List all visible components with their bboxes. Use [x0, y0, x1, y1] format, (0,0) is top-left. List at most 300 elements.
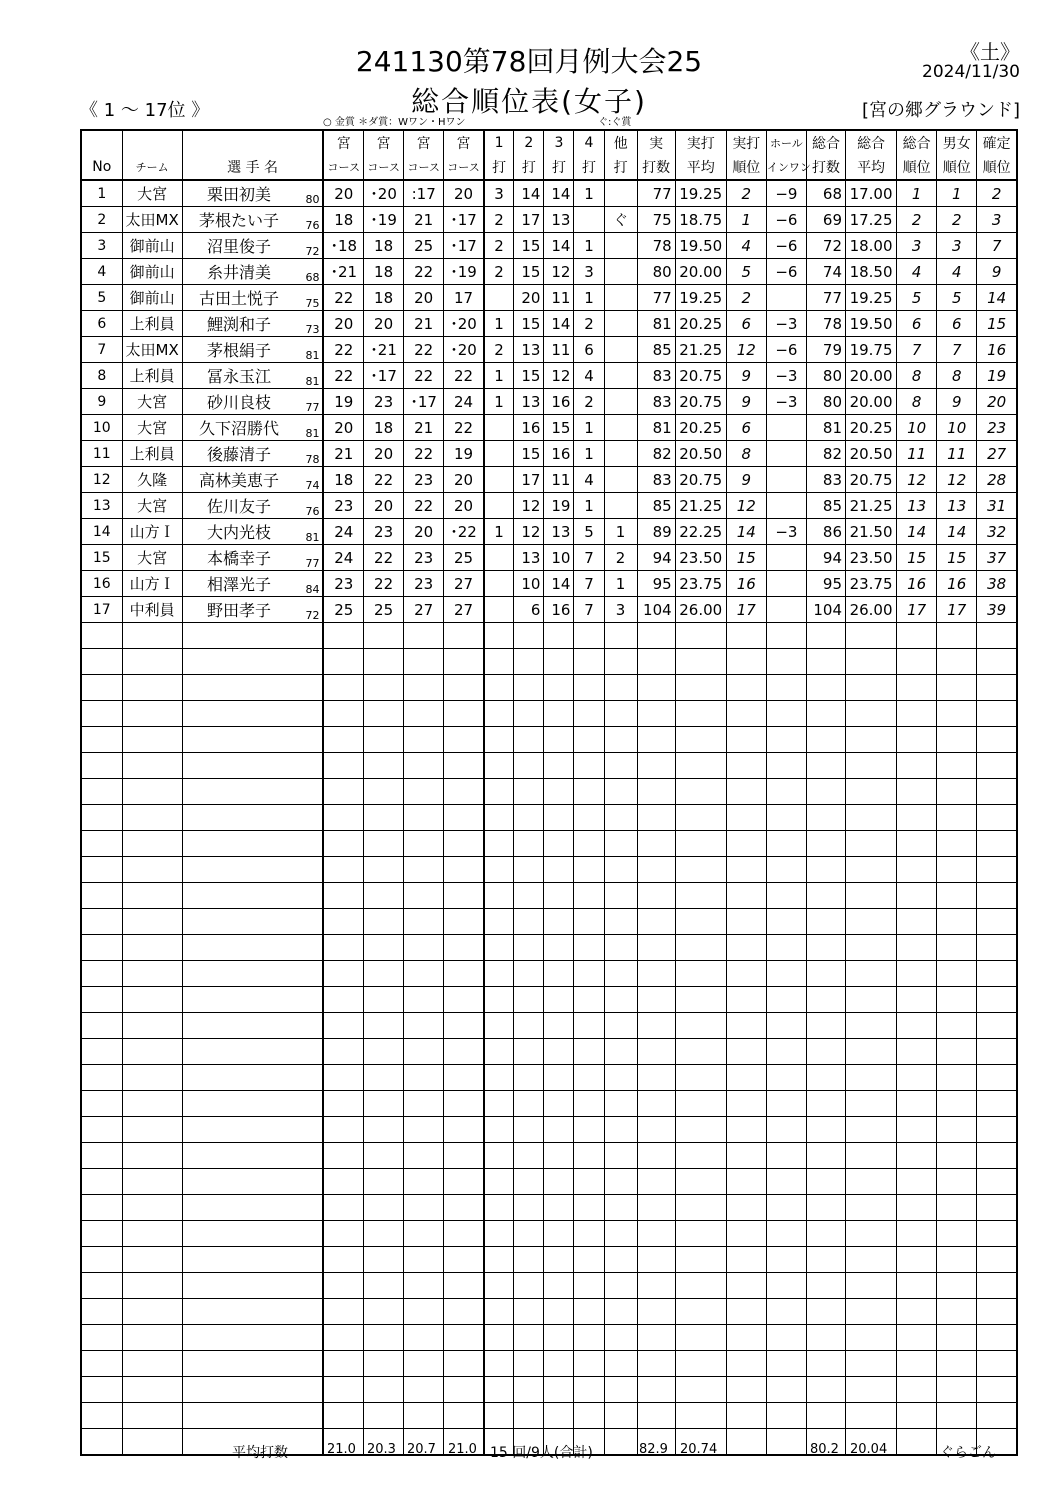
empty-cell: [766, 1065, 806, 1091]
empty-cell: [977, 1273, 1017, 1299]
cell-stroke4: 2: [574, 389, 604, 415]
empty-cell: [604, 831, 637, 857]
empty-cell: [81, 675, 122, 701]
empty-cell: [604, 1377, 637, 1403]
empty-cell: [544, 935, 574, 961]
cell-total: 95: [637, 571, 675, 597]
empty-cell: [574, 1299, 604, 1325]
empty-cell: [637, 909, 675, 935]
empty-cell: [766, 1247, 806, 1273]
empty-cell: [484, 1299, 514, 1325]
empty-cell: [289, 987, 323, 1013]
empty-cell: [604, 961, 637, 987]
cell-course3: ･17: [404, 389, 444, 415]
cell-stroke3: 12: [544, 259, 574, 285]
col-head: 打: [484, 155, 514, 180]
cell-total: 94: [637, 545, 675, 571]
empty-cell: [323, 909, 363, 935]
footer-course2-avg: 20.3: [367, 1442, 396, 1457]
cell-team: 御前山: [122, 285, 182, 311]
empty-cell: [675, 1065, 726, 1091]
col-head: 実打: [675, 130, 726, 155]
empty-row: [81, 805, 1017, 831]
empty-cell: [364, 649, 404, 675]
cell-team: 大宮: [122, 389, 182, 415]
empty-cell: [182, 1273, 289, 1299]
empty-cell: [806, 753, 845, 779]
cell-gender-rank: 13: [937, 493, 977, 519]
table-row: [81, 337, 1017, 363]
empty-cell: [514, 1325, 544, 1351]
empty-cell: [484, 1143, 514, 1169]
empty-cell: [289, 1013, 323, 1039]
empty-cell: [766, 1117, 806, 1143]
cell-final-rank: 32: [977, 519, 1017, 545]
empty-cell: [846, 1117, 897, 1143]
cell-stroke1: 2: [484, 337, 514, 363]
col-head: 実打: [726, 130, 766, 155]
cell-age: 84: [289, 571, 323, 597]
empty-cell: [637, 1403, 675, 1429]
empty-cell: [766, 1169, 806, 1195]
empty-cell: [122, 701, 182, 727]
cell-avg: 22.25: [675, 519, 726, 545]
cell-hole-in-one: −3: [766, 363, 806, 389]
empty-cell: [514, 675, 544, 701]
empty-cell: [364, 909, 404, 935]
empty-cell: [574, 701, 604, 727]
cell-final-rank: 38: [977, 571, 1017, 597]
empty-cell: [122, 1299, 182, 1325]
table-row: [81, 207, 1017, 233]
cell-age: 77: [289, 545, 323, 571]
empty-cell: [846, 649, 897, 675]
empty-cell: [937, 883, 977, 909]
cell-overall-total: 69: [806, 207, 845, 233]
cell-final-rank: 16: [977, 337, 1017, 363]
empty-cell: [323, 1325, 363, 1351]
empty-row: [81, 1325, 1017, 1351]
col-head: 選 手 名: [182, 155, 323, 180]
empty-cell: [289, 1403, 323, 1429]
cell-course4: 17: [444, 285, 484, 311]
empty-cell: [846, 753, 897, 779]
empty-cell: [182, 857, 289, 883]
empty-cell: [846, 909, 897, 935]
empty-cell: [544, 649, 574, 675]
empty-cell: [897, 779, 937, 805]
day-of-week: 《土》: [960, 40, 1020, 64]
cell-overall-avg: 17.00: [846, 180, 897, 207]
empty-cell: [544, 831, 574, 857]
empty-cell: [514, 779, 544, 805]
cell-hole-in-one: [766, 415, 806, 441]
cell-stroke4: 1: [574, 233, 604, 259]
empty-cell: [514, 1299, 544, 1325]
empty-cell: [544, 1325, 574, 1351]
cell-course4: ･20: [444, 311, 484, 337]
empty-cell: [675, 1299, 726, 1325]
cell-stroke3: 15: [544, 415, 574, 441]
cell-stroke4: 2: [574, 311, 604, 337]
empty-cell: [404, 883, 444, 909]
empty-cell: [937, 1273, 977, 1299]
empty-cell: [364, 1299, 404, 1325]
empty-cell: [604, 623, 637, 649]
col-head: 宮: [444, 130, 484, 155]
cell-no: 14: [81, 519, 122, 545]
empty-cell: [122, 935, 182, 961]
cell-course3: 22: [404, 493, 444, 519]
cell-course3: 27: [404, 597, 444, 623]
empty-cell: [364, 1325, 404, 1351]
cell-overall-rank: 10: [897, 415, 937, 441]
empty-cell: [806, 831, 845, 857]
empty-cell: [726, 753, 766, 779]
empty-cell: [846, 961, 897, 987]
cell-stroke3: 13: [544, 519, 574, 545]
cell-final-rank: 9: [977, 259, 1017, 285]
cell-gender-rank: 5: [937, 285, 977, 311]
empty-cell: [323, 649, 363, 675]
cell-no: 13: [81, 493, 122, 519]
empty-cell: [364, 1403, 404, 1429]
cell-course4: 20: [444, 493, 484, 519]
empty-cell: [574, 1273, 604, 1299]
empty-cell: [675, 701, 726, 727]
cell-stroke3: 14: [544, 233, 574, 259]
empty-cell: [675, 1377, 726, 1403]
empty-cell: [846, 1039, 897, 1065]
empty-cell: [122, 1117, 182, 1143]
empty-cell: [977, 753, 1017, 779]
cell-stroke-other: 1: [604, 571, 637, 597]
empty-cell: [444, 649, 484, 675]
empty-cell: [675, 1013, 726, 1039]
cell-stroke1: 3: [484, 180, 514, 207]
empty-cell: [977, 675, 1017, 701]
empty-cell: [544, 779, 574, 805]
empty-cell: [604, 1273, 637, 1299]
empty-cell: [182, 1351, 289, 1377]
venue: [宮の郷グラウンド]: [861, 100, 1020, 121]
empty-cell: [514, 1013, 544, 1039]
empty-cell: [574, 857, 604, 883]
empty-cell: [323, 1143, 363, 1169]
cell-course4: 22: [444, 415, 484, 441]
empty-cell: [726, 1143, 766, 1169]
rank-range: 《 1 〜 17位 》: [80, 100, 210, 121]
empty-row: [81, 1065, 1017, 1091]
empty-cell: [404, 727, 444, 753]
cell-stroke4: 7: [574, 571, 604, 597]
empty-cell: [675, 1091, 726, 1117]
empty-cell: [637, 1013, 675, 1039]
col-head: コース: [444, 155, 484, 180]
empty-cell: [81, 909, 122, 935]
col-head: 実: [637, 130, 675, 155]
empty-cell: [182, 1195, 289, 1221]
empty-cell: [323, 1117, 363, 1143]
empty-cell: [766, 1091, 806, 1117]
cell-rank: 4: [726, 233, 766, 259]
empty-cell: [323, 1403, 363, 1429]
empty-cell: [977, 1195, 1017, 1221]
empty-cell: [404, 649, 444, 675]
empty-cell: [675, 1039, 726, 1065]
cell-final-rank: 37: [977, 545, 1017, 571]
cell-final-rank: 7: [977, 233, 1017, 259]
cell-total: 89: [637, 519, 675, 545]
cell-course1: 23: [323, 493, 363, 519]
empty-cell: [289, 649, 323, 675]
cell-course1: 18: [323, 467, 363, 493]
empty-cell: [544, 1299, 574, 1325]
empty-cell: [846, 1091, 897, 1117]
empty-cell: [726, 727, 766, 753]
cell-age: 68: [289, 259, 323, 285]
cell-stroke1: 1: [484, 363, 514, 389]
cell-age: 77: [289, 389, 323, 415]
empty-cell: [289, 1299, 323, 1325]
cell-overall-total: 85: [806, 493, 845, 519]
cell-team: 大宮: [122, 545, 182, 571]
empty-cell: [514, 1065, 544, 1091]
empty-row: [81, 1221, 1017, 1247]
empty-cell: [364, 805, 404, 831]
empty-cell: [514, 883, 544, 909]
empty-cell: [637, 623, 675, 649]
empty-cell: [182, 1247, 289, 1273]
empty-cell: [544, 805, 574, 831]
empty-cell: [122, 623, 182, 649]
empty-cell: [122, 1221, 182, 1247]
empty-cell: [846, 857, 897, 883]
cell-course1: 20: [323, 311, 363, 337]
cell-overall-rank: 17: [897, 597, 937, 623]
empty-row: [81, 1169, 1017, 1195]
empty-cell: [544, 909, 574, 935]
empty-cell: [122, 779, 182, 805]
empty-cell: [544, 987, 574, 1013]
cell-course2: 20: [364, 493, 404, 519]
empty-cell: [81, 623, 122, 649]
empty-cell: [604, 1039, 637, 1065]
cell-player-name: 本橋幸子: [182, 545, 289, 571]
empty-cell: [726, 1325, 766, 1351]
empty-cell: [637, 1273, 675, 1299]
empty-cell: [289, 1247, 323, 1273]
empty-cell: [604, 1325, 637, 1351]
empty-cell: [364, 1065, 404, 1091]
cell-stroke-other: 2: [604, 545, 637, 571]
empty-cell: [897, 649, 937, 675]
empty-row: [81, 883, 1017, 909]
empty-cell: [484, 1351, 514, 1377]
cell-overall-rank: 5: [897, 285, 937, 311]
header-row-1: [81, 130, 1017, 155]
empty-cell: [574, 1143, 604, 1169]
cell-total: 85: [637, 493, 675, 519]
empty-cell: [514, 701, 544, 727]
empty-cell: [977, 779, 1017, 805]
empty-row: [81, 1091, 1017, 1117]
empty-cell: [182, 753, 289, 779]
empty-cell: [604, 1013, 637, 1039]
empty-cell: [182, 1065, 289, 1091]
cell-avg: 20.75: [675, 363, 726, 389]
empty-cell: [544, 1273, 574, 1299]
empty-cell: [846, 727, 897, 753]
empty-cell: [182, 649, 289, 675]
cell-stroke3: 10: [544, 545, 574, 571]
footer-course4-avg: 21.0: [448, 1442, 477, 1457]
empty-cell: [574, 779, 604, 805]
cell-gender-rank: 8: [937, 363, 977, 389]
empty-cell: [514, 1273, 544, 1299]
empty-cell: [604, 857, 637, 883]
empty-cell: [937, 935, 977, 961]
cell-rank: 2: [726, 180, 766, 207]
cell-total: 83: [637, 363, 675, 389]
footer-gtotal-avg: 80.2: [810, 1442, 839, 1457]
cell-gender-rank: 12: [937, 467, 977, 493]
empty-cell: [604, 1091, 637, 1117]
empty-cell: [404, 1013, 444, 1039]
empty-row: [81, 1247, 1017, 1273]
cell-course4: 27: [444, 597, 484, 623]
cell-stroke2: 15: [514, 233, 544, 259]
empty-cell: [574, 805, 604, 831]
empty-cell: [514, 649, 544, 675]
empty-cell: [977, 857, 1017, 883]
cell-overall-rank: 3: [897, 233, 937, 259]
cell-age: 81: [289, 363, 323, 389]
cell-overall-rank: 12: [897, 467, 937, 493]
empty-cell: [637, 935, 675, 961]
empty-row: [81, 779, 1017, 805]
empty-cell: [323, 1247, 363, 1273]
cell-course2: 22: [364, 571, 404, 597]
empty-cell: [323, 779, 363, 805]
empty-cell: [81, 701, 122, 727]
cell-stroke3: 16: [544, 597, 574, 623]
empty-cell: [544, 727, 574, 753]
empty-cell: [726, 1273, 766, 1299]
cell-course1: 25: [323, 597, 363, 623]
cell-total: 78: [637, 233, 675, 259]
empty-cell: [122, 909, 182, 935]
col-head: 宮: [323, 130, 363, 155]
empty-cell: [766, 1403, 806, 1429]
col-head: [182, 130, 323, 155]
empty-cell: [726, 987, 766, 1013]
empty-cell: [122, 1273, 182, 1299]
empty-cell: [726, 1091, 766, 1117]
empty-cell: [81, 649, 122, 675]
cell-final-rank: 3: [977, 207, 1017, 233]
empty-cell: [726, 909, 766, 935]
cell-stroke2: 16: [514, 415, 544, 441]
empty-cell: [604, 701, 637, 727]
empty-row: [81, 961, 1017, 987]
empty-cell: [637, 1143, 675, 1169]
empty-cell: [675, 675, 726, 701]
col-head: チーム: [122, 155, 182, 180]
empty-cell: [766, 1351, 806, 1377]
cell-player-name: 茅根たい子: [182, 207, 289, 233]
cell-course1: 20: [323, 180, 363, 207]
empty-cell: [404, 1039, 444, 1065]
cell-stroke-other: [604, 389, 637, 415]
empty-cell: [977, 805, 1017, 831]
empty-cell: [726, 1065, 766, 1091]
empty-cell: [323, 831, 363, 857]
empty-cell: [637, 961, 675, 987]
empty-cell: [977, 1377, 1017, 1403]
cell-overall-total: 79: [806, 337, 845, 363]
cell-course3: 22: [404, 337, 444, 363]
empty-cell: [766, 1143, 806, 1169]
cell-final-rank: 23: [977, 415, 1017, 441]
empty-cell: [514, 1195, 544, 1221]
empty-cell: [444, 1169, 484, 1195]
empty-cell: [364, 779, 404, 805]
empty-cell: [937, 1247, 977, 1273]
empty-cell: [726, 1013, 766, 1039]
empty-cell: [289, 961, 323, 987]
empty-cell: [544, 675, 574, 701]
cell-team: 大宮: [122, 493, 182, 519]
empty-cell: [122, 831, 182, 857]
cell-course3: 21: [404, 207, 444, 233]
empty-cell: [81, 1377, 122, 1403]
empty-cell: [766, 1299, 806, 1325]
empty-cell: [937, 1143, 977, 1169]
empty-cell: [675, 935, 726, 961]
cell-no: 5: [81, 285, 122, 311]
empty-cell: [404, 1143, 444, 1169]
col-head: 1: [484, 130, 514, 155]
empty-cell: [404, 1091, 444, 1117]
empty-cell: [182, 1377, 289, 1403]
empty-cell: [364, 1221, 404, 1247]
empty-cell: [484, 779, 514, 805]
empty-cell: [726, 961, 766, 987]
empty-cell: [846, 1195, 897, 1221]
empty-cell: [574, 831, 604, 857]
cell-hole-in-one: [766, 597, 806, 623]
cell-overall-avg: 20.75: [846, 467, 897, 493]
empty-cell: [484, 1013, 514, 1039]
empty-cell: [444, 1091, 484, 1117]
empty-cell: [806, 1299, 845, 1325]
empty-cell: [846, 935, 897, 961]
empty-cell: [323, 1065, 363, 1091]
cell-stroke2: 12: [514, 519, 544, 545]
empty-cell: [766, 831, 806, 857]
cell-overall-rank: 8: [897, 389, 937, 415]
cell-stroke3: 19: [544, 493, 574, 519]
empty-cell: [637, 1247, 675, 1273]
empty-cell: [604, 1299, 637, 1325]
empty-cell: [81, 1403, 122, 1429]
empty-cell: [574, 1377, 604, 1403]
cell-course2: 23: [364, 389, 404, 415]
cell-gender-rank: 7: [937, 337, 977, 363]
empty-cell: [806, 1403, 845, 1429]
col-head: 総合: [846, 130, 897, 155]
